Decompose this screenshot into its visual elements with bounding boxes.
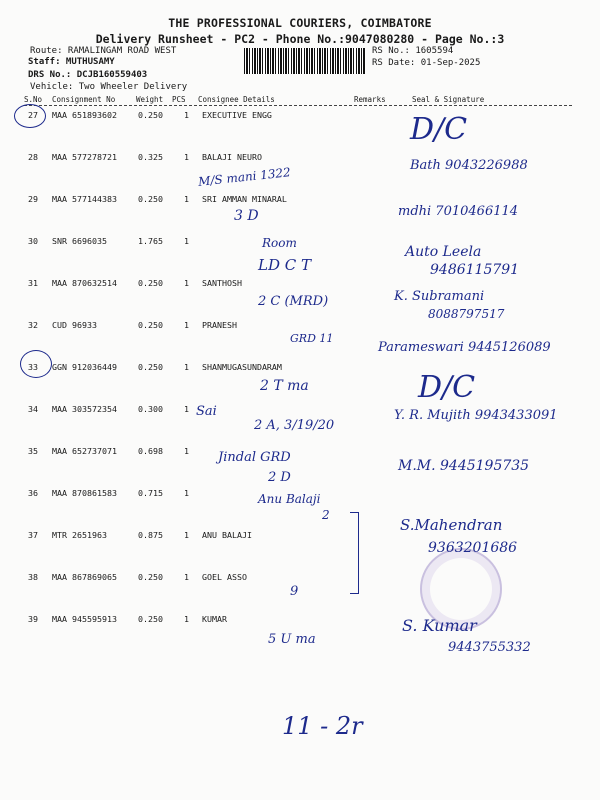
weight-value: 0.698 bbox=[138, 446, 163, 456]
drs-number: DRS No.: DCJB160559403 bbox=[28, 70, 148, 80]
weight-value: 0.300 bbox=[138, 404, 163, 414]
note-36-top: Anu Balaji bbox=[258, 492, 321, 506]
rs-number: RS No.: 1605594 bbox=[372, 46, 454, 56]
pcs-value: 1 bbox=[184, 530, 189, 540]
row-sno: 32 bbox=[28, 320, 38, 330]
signature-30-phone: 9486115791 bbox=[430, 262, 520, 278]
circle-mark-33 bbox=[20, 350, 52, 378]
row-sno: 38 bbox=[28, 572, 38, 582]
col-header-pcs: PCS bbox=[172, 95, 186, 104]
note-36-bottom: 2 bbox=[322, 508, 330, 522]
row-sno: 31 bbox=[28, 278, 38, 288]
signature-30-name: Auto Leela bbox=[405, 244, 482, 260]
pcs-value: 1 bbox=[184, 194, 189, 204]
signature-34: Y. R. Mujith 9943433091 bbox=[394, 408, 558, 423]
consignment-number: MAA 945595913 bbox=[52, 614, 117, 624]
pcs-value: 1 bbox=[184, 614, 189, 624]
note-31: 2 C (MRD) bbox=[258, 294, 329, 309]
signature-31-phone: 8088797517 bbox=[428, 307, 505, 321]
note-33: 2 T ma bbox=[260, 378, 309, 394]
consignee-name: KUMAR bbox=[202, 614, 227, 624]
table-row bbox=[0, 572, 600, 612]
pcs-value: 1 bbox=[184, 152, 189, 162]
consignee-name: ANU BALAJI bbox=[202, 530, 252, 540]
col-header-consignment: Consignment No bbox=[52, 95, 116, 104]
circle-mark-27 bbox=[14, 104, 46, 128]
note-30-bottom: LD C T bbox=[258, 256, 312, 274]
col-header-consignee: Consignee Details bbox=[198, 95, 275, 104]
vehicle-text: Vehicle: Two Wheeler Delivery bbox=[30, 82, 188, 92]
signature-29: mdhi 7010466114 bbox=[398, 204, 519, 219]
weight-value: 0.250 bbox=[138, 572, 163, 582]
row-sno: 27 bbox=[28, 110, 38, 120]
consignee-name: SANTHOSH bbox=[202, 278, 242, 288]
consignment-number: MAA 652737071 bbox=[52, 446, 117, 456]
row-sno: 29 bbox=[28, 194, 38, 204]
note-30-top: Room bbox=[262, 236, 297, 250]
pcs-value: 1 bbox=[184, 236, 189, 246]
pcs-value: 1 bbox=[184, 446, 189, 456]
row-sno: 28 bbox=[28, 152, 38, 162]
col-header-remarks: Remarks bbox=[354, 95, 386, 104]
pcs-value: 1 bbox=[184, 404, 189, 414]
row-sno: 35 bbox=[28, 446, 38, 456]
consignee-name: GOEL ASSO bbox=[202, 572, 247, 582]
runsheet-subtitle: Delivery Runsheet - PC2 - Phone No.:9047080280 - Page No.:3 bbox=[95, 32, 505, 46]
row-sno: 39 bbox=[28, 614, 38, 624]
col-header-weight: Weight bbox=[136, 95, 164, 104]
col-header-sno: S.No bbox=[24, 95, 43, 104]
signature-39-phone: 9443755332 bbox=[448, 640, 531, 655]
weight-value: 1.765 bbox=[138, 236, 163, 246]
weight-value: 0.250 bbox=[138, 614, 163, 624]
consignment-number: MTR 2651963 bbox=[52, 530, 107, 540]
row-sno: 33 bbox=[28, 362, 38, 372]
consignee-name: SHANMUGASUNDARAM bbox=[202, 362, 282, 372]
handwritten-bracket bbox=[350, 512, 359, 594]
consignment-number: SNR 6696035 bbox=[52, 236, 107, 246]
route-text: Route: RAMALINGAM ROAD WEST bbox=[30, 46, 177, 56]
table-row bbox=[0, 110, 600, 150]
consignment-number: MAA 870861583 bbox=[52, 488, 117, 498]
note-34-bottom: 2 A, 3/19/20 bbox=[254, 418, 335, 433]
note-32: GRD 11 bbox=[290, 332, 334, 345]
signature-31-name: K. Subramani bbox=[394, 289, 485, 304]
consignment-number: GGN 912036449 bbox=[52, 362, 117, 372]
consignee-name: EXECUTIVE ENGG bbox=[202, 110, 272, 120]
signature-39-name: S. Kumar bbox=[402, 616, 477, 635]
footer-handwritten-count: 11 - 2r bbox=[282, 712, 363, 740]
row-sno: 36 bbox=[28, 488, 38, 498]
pcs-value: 1 bbox=[184, 572, 189, 582]
weight-value: 0.250 bbox=[138, 110, 163, 120]
col-header-seal: Seal & Signature bbox=[412, 95, 485, 104]
company-title: THE PROFESSIONAL COURIERS, COIMBATORE bbox=[168, 16, 432, 30]
consignee-name: BALAJI NEURO bbox=[202, 152, 262, 162]
weight-value: 0.875 bbox=[138, 530, 163, 540]
pcs-value: 1 bbox=[184, 278, 189, 288]
consignment-number: MAA 577278721 bbox=[52, 152, 117, 162]
row-sno: 30 bbox=[28, 236, 38, 246]
consignment-number: MAA 303572354 bbox=[52, 404, 117, 414]
weight-value: 0.715 bbox=[138, 488, 163, 498]
weight-value: 0.250 bbox=[138, 278, 163, 288]
signature-33: D/C bbox=[418, 370, 476, 405]
note-39: 5 U ma bbox=[268, 632, 316, 647]
consignment-number: MAA 651893602 bbox=[52, 110, 117, 120]
weight-value: 0.325 bbox=[138, 152, 163, 162]
signature-28: Bath 9043226988 bbox=[410, 158, 528, 173]
note-35-top: Jindal GRD bbox=[218, 450, 291, 465]
row-sno: 37 bbox=[28, 530, 38, 540]
signature-27: D/C bbox=[410, 112, 468, 147]
signature-32: Parameswari 9445126089 bbox=[378, 340, 551, 355]
staff-text: Staff: MUTHUSAMY bbox=[28, 57, 115, 67]
consignment-number: MAA 870632514 bbox=[52, 278, 117, 288]
signature-37-name: S.Mahendran bbox=[400, 516, 503, 534]
pcs-value: 1 bbox=[184, 362, 189, 372]
row-sno: 34 bbox=[28, 404, 38, 414]
note-29: 3 D bbox=[234, 208, 259, 224]
weight-value: 0.250 bbox=[138, 194, 163, 204]
note-34-top: Sai bbox=[196, 404, 217, 419]
signature-37-phone: 9363201686 bbox=[428, 540, 518, 556]
note-35-bottom: 2 D bbox=[268, 470, 291, 485]
pcs-value: 1 bbox=[184, 320, 189, 330]
note-28: M/S mani 1322 bbox=[197, 165, 292, 189]
consignee-name: PRANESH bbox=[202, 320, 237, 330]
pcs-value: 1 bbox=[184, 488, 189, 498]
pcs-value: 1 bbox=[184, 110, 189, 120]
header-divider bbox=[24, 105, 572, 106]
consignment-number: MAA 577144383 bbox=[52, 194, 117, 204]
weight-value: 0.250 bbox=[138, 320, 163, 330]
rs-date: RS Date: 01-Sep-2025 bbox=[372, 58, 481, 68]
note-38: 9 bbox=[290, 584, 299, 599]
barcode-image bbox=[244, 48, 366, 74]
signature-35: M.M. 9445195735 bbox=[398, 458, 530, 474]
consignee-name: SRI AMMAN MINARAL bbox=[202, 194, 287, 204]
consignment-number: CUD 96933 bbox=[52, 320, 97, 330]
weight-value: 0.250 bbox=[138, 362, 163, 372]
consignment-number: MAA 867869065 bbox=[52, 572, 117, 582]
